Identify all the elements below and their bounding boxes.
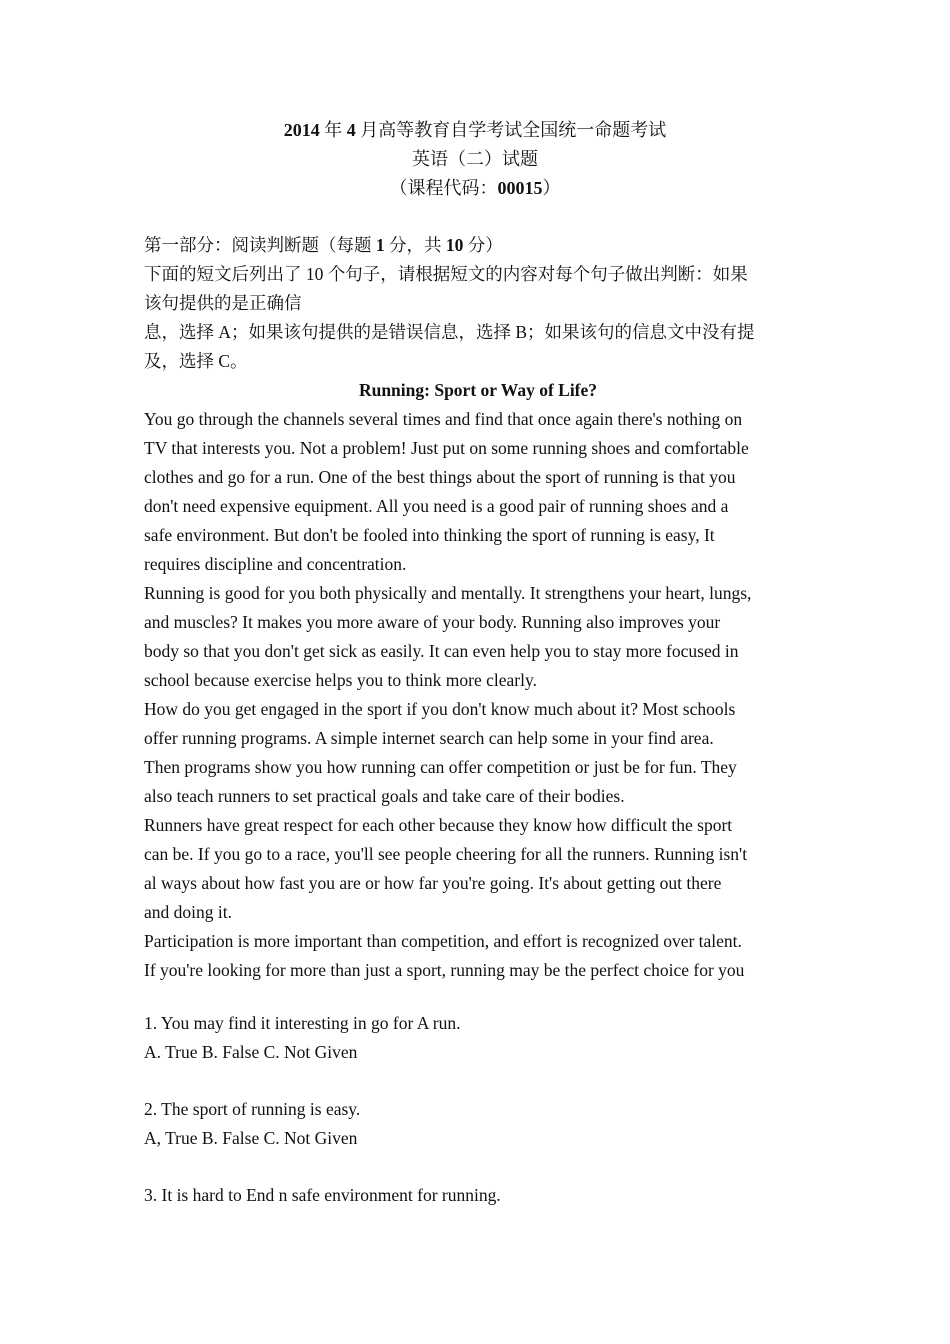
- passage-line: Runners have great respect for each other because they know how difficult the sport: [144, 815, 733, 835]
- passage-line: clothes and go for a run. One of the best things about the sport of running is that you: [144, 467, 736, 487]
- passage-line: can be. If you go to a race, you'll see people cheering for all the runners. Running isn't: [144, 844, 748, 864]
- exam-subject: 英语（二）试题: [412, 149, 538, 169]
- course-code: （课程代码：00015）: [389, 178, 561, 198]
- instruction-line: 息，选择 A；如果该句提供的是错误信息，选择 B；如果该句的信息文中没有提: [144, 322, 755, 342]
- passage-title: Running: Sport or Way of Life?: [358, 380, 598, 400]
- passage-line: and muscles? It makes you more aware of your body. Running also improves your: [144, 612, 721, 632]
- passage-line: also teach runners to set practical goals and take care of their bodies.: [144, 786, 625, 806]
- passage-line: You go through the channels several times and find that once again there's nothing on: [144, 409, 743, 429]
- passage-line: safe environment. But don't be fooled into thinking the sport of running is easy, It: [144, 525, 715, 545]
- question-text: 2. The sport of running is easy.: [144, 1099, 361, 1119]
- exam-title: 2014 年 4 月高等教育自学考试全国统一命题考试: [283, 120, 667, 140]
- question-2: [144, 1095, 812, 1153]
- question-options: A. True B. False C. Not Given: [144, 1042, 358, 1062]
- passage-line: TV that interests you. Not a problem! Just put on some running shoes and comfortable: [144, 438, 749, 458]
- instruction-line: 下面的短文后列出了 10 个句子，请根据短文的内容对每个句子做出判断：如果: [144, 264, 748, 284]
- question-3: [144, 1181, 812, 1210]
- passage-line: body so that you don't get sick as easily. It can even help you to stay more focused in: [144, 641, 739, 661]
- passage-line: al ways about how fast you are or how far you're going. It's about getting out there: [144, 873, 722, 893]
- passage-line: Participation is more important than competition, and effort is recognized over talent.: [144, 931, 742, 951]
- question-1: [144, 1009, 812, 1067]
- passage-line: and doing it.: [144, 902, 232, 922]
- question-text: 3. It is hard to End n safe environment for running.: [144, 1185, 501, 1205]
- question-options: A, True B. False C. Not Given: [144, 1128, 358, 1148]
- passage-line: Then programs show you how running can offer competition or just be for fun. They: [144, 757, 737, 777]
- passage-line: requires discipline and concentration.: [144, 554, 407, 574]
- instruction-line: 该句提供的是正确信: [144, 293, 302, 313]
- passage-line: Running is good for you both physically and mentally. It strengthens your heart, lungs,: [144, 583, 752, 603]
- passage-line: don't need expensive equipment. All you need is a good pair of running shoes and a: [144, 496, 729, 516]
- passage: [144, 376, 812, 985]
- part1-section: [144, 231, 812, 376]
- question-text: 1. You may find it interesting in go for A run.: [144, 1013, 461, 1033]
- passage-line: offer running programs. A simple internet search can help some in your find area.: [144, 728, 714, 748]
- part1-heading: 第一部分：阅读判断题（每题 1 分，共 10 分）: [144, 235, 503, 255]
- passage-line: How do you get engaged in the sport if you don't know much about it? Most schools: [144, 699, 736, 719]
- passage-line: school because exercise helps you to think more clearly.: [144, 670, 537, 690]
- passage-line: If you're looking for more than just a sport, running may be the perfect choice for you: [144, 960, 745, 980]
- instruction-line: 及，选择 C。: [144, 351, 248, 371]
